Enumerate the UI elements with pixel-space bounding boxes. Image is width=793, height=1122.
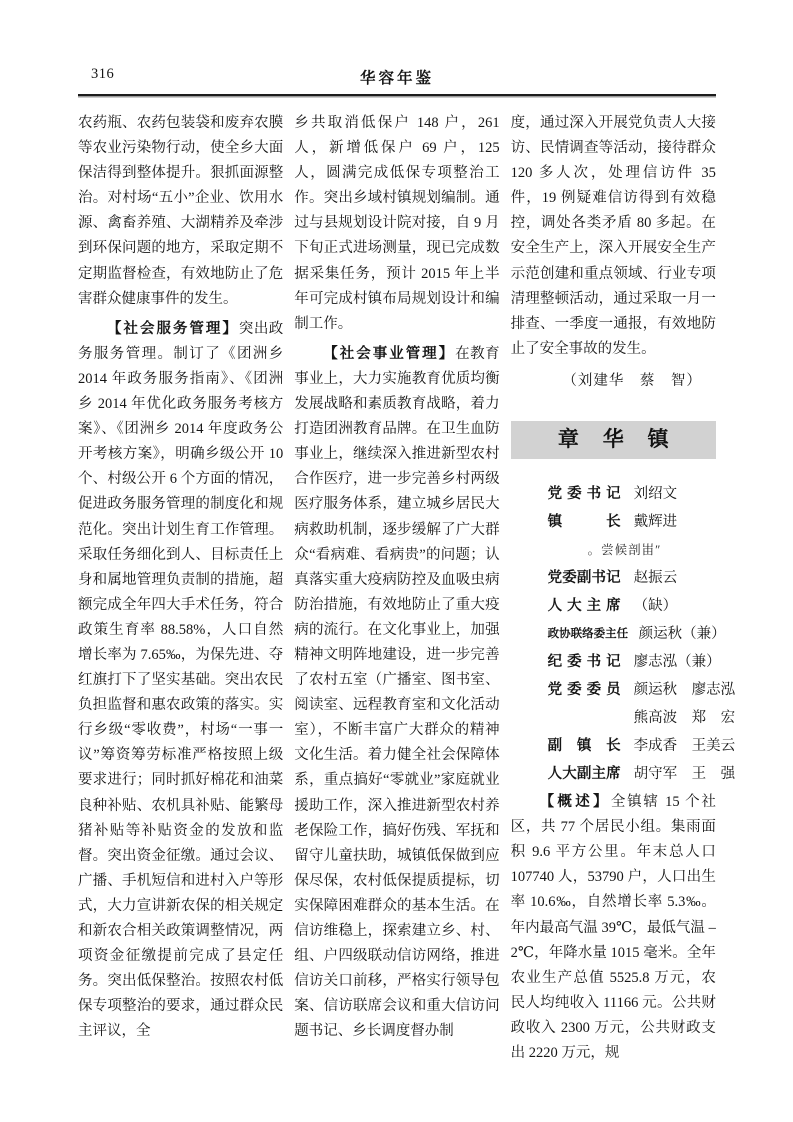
- column-2: [294, 111, 499, 1066]
- official-names: 赵振云: [633, 570, 678, 587]
- official-title: 人大主席: [547, 598, 621, 615]
- section-label: 【社会服务管理】: [107, 320, 239, 337]
- paragraph-text: 全镇辖 15 个社区，共 77 个居民小组。集雨面积 9.6 平方公里。年末总人口 107740 人，53790 户，人口出生率 10.6‰，自然增长率 5.3‰。年内最高气温 39℃，最低气温 –2℃，年降水量 1015 毫米。全年农业生产总值 5525.8 万元，农民人均纯收入 11166 元。公共财政收入 2300 万元，公共财政支出 2220 万元，规: [510, 794, 716, 1061]
- paragraph-social-undertakings-management: [294, 342, 499, 1045]
- column-1: [78, 111, 283, 1066]
- official-title: 党委委员: [547, 682, 621, 699]
- official-title: [548, 704, 621, 732]
- official-title: 人大副主席: [547, 766, 621, 783]
- official-title: 纪委书记: [547, 654, 621, 671]
- official-row: [547, 676, 736, 704]
- official-row: [547, 732, 736, 760]
- officials-roster: [511, 480, 736, 788]
- official-row: [548, 480, 716, 508]
- official-names: 戴辉进: [633, 514, 678, 531]
- official-names: 胡守军 王 强: [633, 766, 736, 783]
- scan-artifact-line: 。尝候剖峀″: [587, 543, 662, 558]
- official-title: 党委书记: [547, 486, 621, 503]
- official-title: 副镇长: [547, 738, 621, 755]
- official-row: [547, 648, 721, 676]
- official-title: 镇长: [547, 514, 621, 531]
- official-names: （缺）: [633, 598, 678, 615]
- official-title: 政协联络委主任: [547, 628, 629, 641]
- official-names: 廖志泓（兼）: [633, 654, 721, 671]
- paragraph-continuation: 乡共取消低保户 148 户，261 人，新增低保户 69 户，125 人，圆满完成低保专项整治工作。突出乡域村镇规划编制。通过与县规划设计院对接，自 9 月下旬正式进场测量，现已完成数据采集任务，预计 2015 年上半年可完成村镇布局规划设计和编制工作。: [294, 115, 500, 332]
- column-3: [510, 111, 736, 1066]
- official-names: 颜运秋（兼）: [638, 626, 726, 643]
- official-row: [548, 508, 716, 536]
- text-columns: [78, 111, 736, 1066]
- official-row: [547, 760, 736, 788]
- paragraph-social-service-management: [78, 317, 283, 1045]
- official-names: 熊高波 郑 宏: [633, 710, 736, 727]
- running-head: [78, 64, 716, 96]
- section-label: 【社会事业管理】: [323, 345, 456, 362]
- official-row: [547, 620, 726, 648]
- official-row: [548, 564, 716, 592]
- book-title: 华容年鉴: [359, 70, 434, 87]
- official-names: 刘绍文: [633, 486, 678, 503]
- official-names: 颜运秋 廖志泓: [633, 682, 736, 699]
- paragraph-continuation: 度，通过深入开展党负责人大接访、民情调查等活动，接待群众 120 多人次，处理信访件 35 件，19 例疑难信访得到有效稳控，调处各类矛盾 80 多起。在安全生产上，深入开展安全生产示范创建和重点领域、行业专项清理整顿活动，通过采取一月一排查、一季度一通报，有效地防止了安全事故的发生。: [510, 115, 716, 357]
- paragraph-text: 突出政务服务管理。制订了《团洲乡 2014 年政务服务指南》、《团洲乡 2014 年优化政务服务考核方案》、《团洲乡 2014 年度政务公开考核方案》，明确乡级公开 10 个、村级公开 6 个方面的情况，促进政务服务管理的制度化和规范化。突出计划生育工作管理。采取任务细化到人、目标责任上身和属地管理负责制的措施，超额完成全年四大手术任务，符合政策生育率 88.58%，人口自然增长率为 7.65‰，为保先进、夺红旗打下了坚实基础。突出农民负担监督和惠农政策的落实。实行乡级“零收费”，村场“一事一议”筹资筹劳标准严格按照上级要求进行；同时抓好棉花和油菜良种补贴、农机具补贴、能繁母猪补贴等补贴资金的发放和监督。突出资金征缴。通过会议、广播、手机短信和进村入户等形式，大力宣讲新农保的相关规定和新农合相关政策调整情况，两项资金征缴提前完成了县定任务。突出低保整治。按照农村低保专项整治的要求，通过群众民主评议，全: [78, 320, 284, 1040]
- section-label: 【概述】: [539, 794, 611, 811]
- page-number: 316: [91, 66, 115, 82]
- author-byline: （刘建华 蔡 智）: [562, 372, 702, 389]
- section-title-zhanghua-town: 章 华 镇: [511, 421, 716, 459]
- official-title: 党委副书记: [547, 570, 621, 587]
- official-row: [548, 592, 716, 620]
- paragraph-text: 在教育事业上，大力实施教育优质均衡发展战略和素质教育战略，着力打造团洲教育品牌。在卫生血防事业上，继续深入推进新型农村合作医疗，进一步完善乡村两级医疗服务体系，建立城乡居民大病救助机制，逐步缓解了广大群众“看病难、看病贵”的问题；认真落实重大疫病防控及血吸虫病防治措施，有效地防止了重大疫病的流行。在文化事业上，加强精神文明阵地建设，进一步完善了农村五室（广播室、图书室、阅读室、远程教育室和文化活动室），不断丰富广大群众的精神文化生活。着力健全社会保障体系，重点搞好“零就业”家庭就业援助工作，深入推进新型农村养老保险工作，搞好伤残、军抚和留守儿童扶助，城镇低保做到应保尽保，农村低保提质提标，切实保障困难群众的基本生活。在信访维稳上，探索建立乡、村、组、户四级联动信访网络，推进信访关口前移，严格实行领导包案、信访联席会议和重大信访问题书记、乡长调度督办制: [294, 345, 500, 1040]
- paragraph-continuation: 农药瓶、农药包装袋和废弃农膜等农业污染物行动，使全乡大面保洁得到整体提升。狠抓面源整治。对村场“五小”企业、饮用水源、禽畜养殖、大湖精养及牵涉到环保问题的地方，采取定期不定期监督检查，有效地防止了危害群众健康事件的发生。: [78, 115, 284, 307]
- official-row: [548, 704, 736, 732]
- official-names: 李成香 王美云: [633, 738, 736, 755]
- paragraph-overview: [511, 790, 716, 1066]
